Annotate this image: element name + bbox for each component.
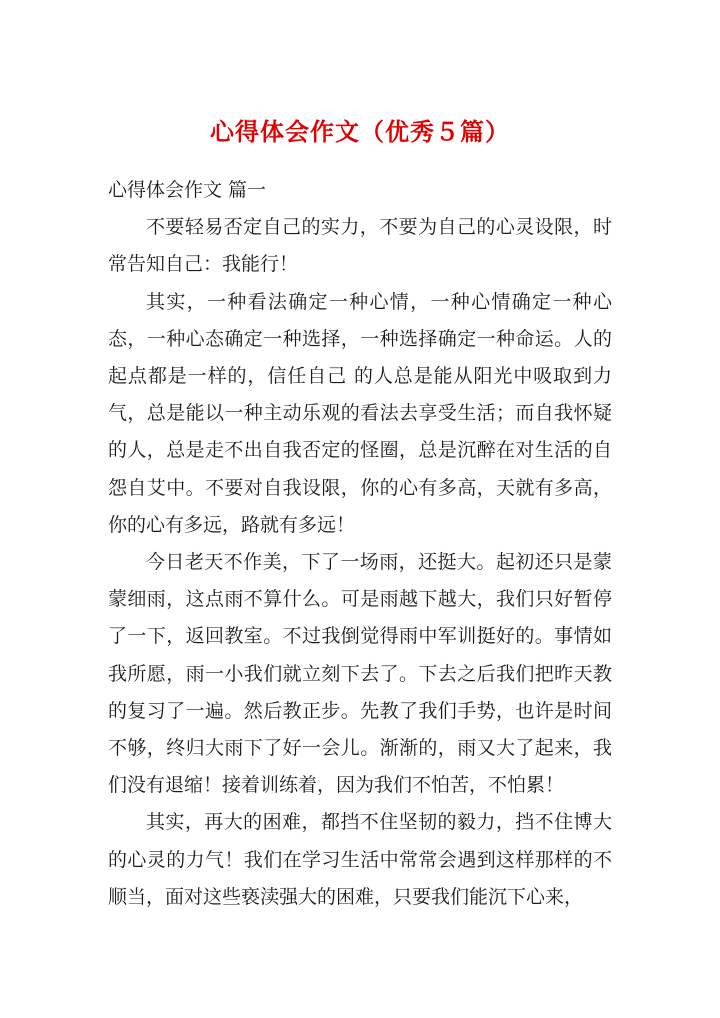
paragraph-4: 其实，再大的困难，都挡不住坚韧的毅力，挡不住博大的心灵的力气！我们在学习生活中常常会遇到这样那样的不顺当，面对这些亵渎强大的困难，只要我们能沉下心来， xyxy=(108,811,612,908)
paragraph-3: 今日老天不作美，下了一场雨，还挺大。起初还只是蒙蒙细雨，这点雨不算什么。可是雨越下越大，我们只好暂停了一下，返回教室。不过我倒觉得雨中军训挺好的。事情如我所愿，雨一小我们就立刻下去了。下去之后我们把昨天教的复习了一遍。然后教正步。先教了我们手势，也许是时间不够，终归大雨下了好一会儿。渐渐的，雨又大了起来，我们没有退缩！接着训练着，因为我们不怕苦，不怕累！ xyxy=(108,551,612,797)
paragraph-2: 其实，一种看法确定一种心情，一种心情确定一种心态，一种心态确定一种选择，一种选择确定一种命运。人的起点都是一样的，信任自己 的人总是能从阳光中吸取到力气，总是能以一种主动乐观的看法去享受生活；而自我怀疑的人，总是走不出自我否定的怪圈，总是沉醉在对生活的自怨自艾中。不要对自我设限，你的心有多高，天就有多高，你的心有多远，路就有多远！ xyxy=(108,290,612,536)
document-title: 心得体会作文（优秀５篇） xyxy=(210,117,510,146)
paragraph-1: 不要轻易否定自己的实力，不要为自己的心灵设限，时常告知自己：我能行！ xyxy=(108,216,612,276)
document-body xyxy=(108,172,612,916)
section-heading: 心得体会作文 篇一 xyxy=(108,179,267,201)
